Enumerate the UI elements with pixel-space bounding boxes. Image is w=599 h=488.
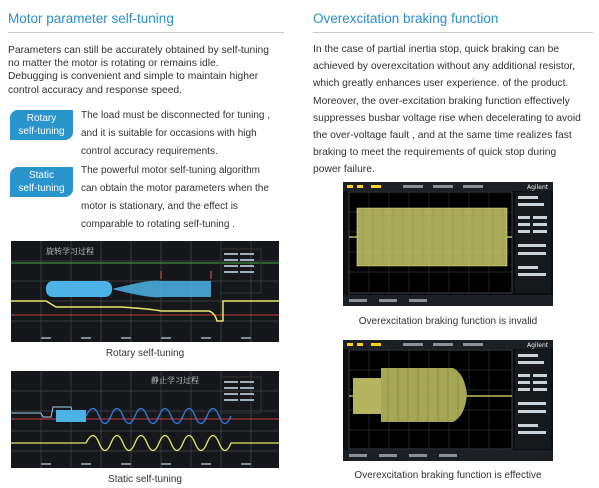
caption-braking-invalid: Overexcitation braking function is invalid — [358, 316, 538, 327]
body-line: Moreover, the over-excitation braking function effectively — [313, 95, 570, 107]
rotary-description: The load must be disconnected for tuning , and it is suitable for occasions with high control accuracy requirements. — [81, 109, 271, 157]
rotary-tag: Rotary self-tuning — [10, 110, 73, 140]
body-line: In the case of partial inertia stop, quick braking can be — [313, 44, 560, 55]
intro-line: Debugging is convenient and simple to maintain higher — [8, 71, 259, 83]
intro-line: control accuracy and response speed. — [8, 84, 183, 96]
body-line: which greatly enhances user experience. of the product. — [313, 78, 569, 90]
agilent-brand: Agilent — [527, 184, 549, 191]
scope-braking-effective-image — [343, 340, 553, 461]
body-line: power failure. — [313, 164, 375, 176]
body-line: achieved by overexcitation without any additional resistor, — [313, 61, 576, 73]
motor-tuning-section — [8, 0, 284, 237]
agilent-brand: Agilent — [527, 342, 549, 349]
rotary-waveform-svg — [11, 241, 279, 342]
static-tuning-waveform-image — [11, 371, 279, 468]
rotary-screen-title: 旋转学习过程 — [46, 247, 94, 256]
rotary-tuning-item — [8, 108, 284, 164]
static-screen-title: 静止学习过程 — [151, 376, 199, 385]
scope-effective-svg — [343, 340, 553, 461]
intro-paragraph — [8, 44, 284, 97]
static-tuning-caption: Static self-tuning — [108, 474, 182, 485]
body-line: suppresses busbar voltage rise when decelerating to avoid — [313, 112, 581, 124]
scope-braking-invalid-image — [343, 182, 553, 306]
overexcitation-section — [313, 0, 593, 179]
static-tuning-item — [8, 163, 284, 237]
scope-invalid-svg — [343, 182, 553, 306]
caption-braking-effective: Overexcitation braking function is effective — [354, 470, 542, 481]
overexcitation-paragraph — [313, 41, 593, 179]
rotary-tuning-caption: Rotary self-tuning — [105, 348, 185, 359]
intro-line: Parameters can still be accurately obtained by self-tuning — [8, 45, 269, 56]
body-line: braking to meet the requirements of quick stop during — [313, 147, 557, 159]
static-waveform-svg — [11, 371, 279, 468]
static-description: The powerful motor self-tuning algorithm can obtain the motor parameters when the motor is stationary, and the effect is comparable to rotating self-tuning . — [81, 164, 269, 230]
intro-line: no matter the motor is rotating or remains idle. — [8, 58, 219, 70]
rotary-tuning-waveform-image — [11, 241, 279, 342]
body-line: the over-voltage fault , and at the same time realizes fast — [313, 130, 572, 142]
section-title-overexcitation: Overexcitation braking function — [313, 9, 593, 33]
section-title-motor-tuning: Motor parameter self-tuning — [8, 9, 284, 33]
static-tag: Static self-tuning — [10, 167, 73, 197]
